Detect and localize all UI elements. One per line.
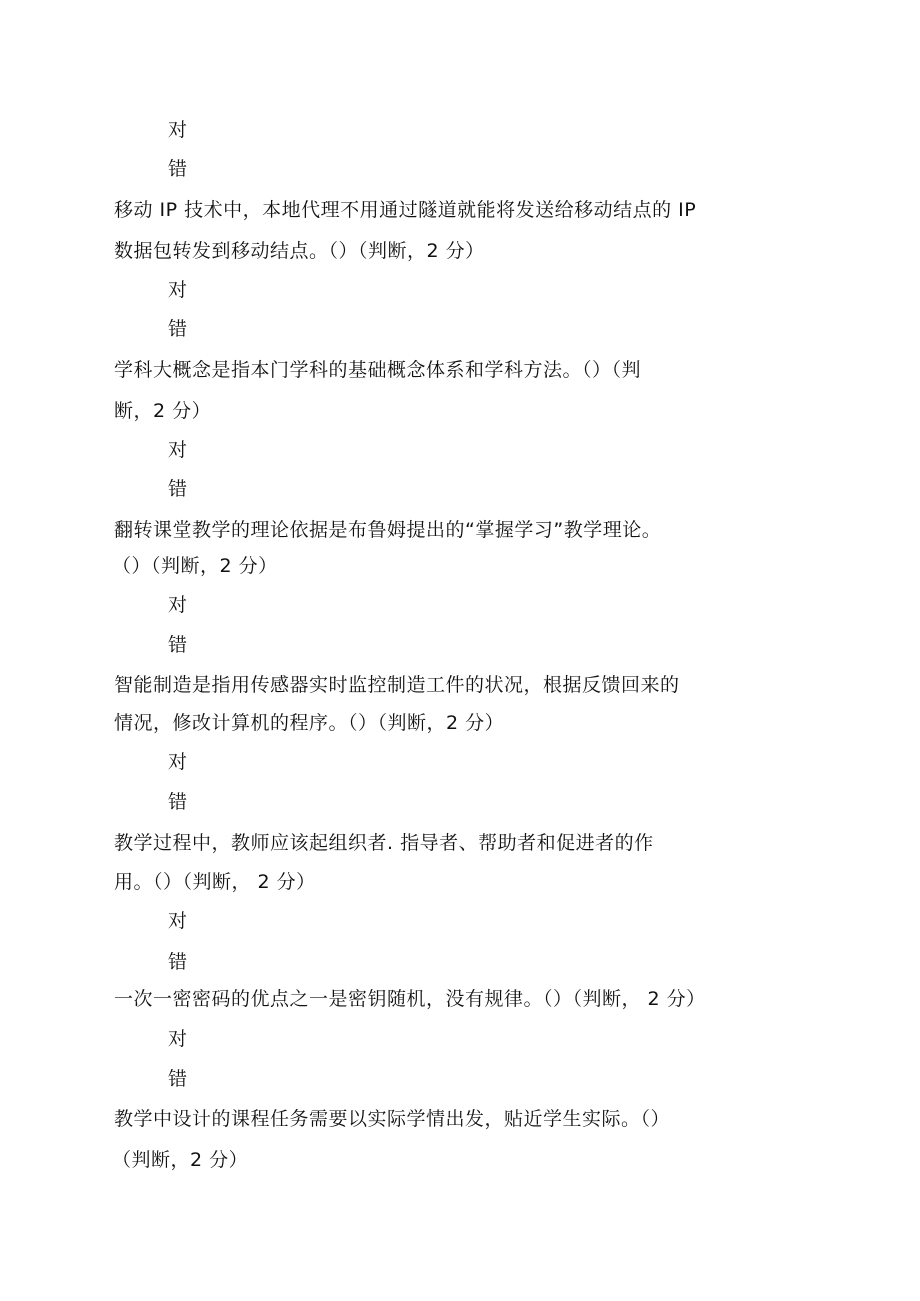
question-1-text-line-1: 移动 IP 技术中，本地代理不用通过隧道就能将发送给移动结点的 IP	[114, 199, 697, 221]
question-1-option-false[interactable]: 错	[168, 318, 188, 340]
question-3-text-line-1: 翻转课堂教学的理论依据是布鲁姆提出的“掌握学习”教学理论。	[114, 519, 662, 541]
option-true[interactable]: 对	[168, 119, 188, 141]
question-2-text-line-1: 学科大概念是指本门学科的基础概念体系和学科方法。（）（判	[114, 359, 642, 381]
question-5-option-true[interactable]: 对	[168, 910, 188, 932]
question-3-text-line-2: （）（判断，2 分）	[112, 555, 278, 577]
question-6-option-false[interactable]: 错	[168, 1068, 188, 1090]
question-4-option-false[interactable]: 错	[168, 791, 188, 813]
question-6-text-line-1: 一次一密密码的优点之一是密钥随机，没有规律。（）（判断， 2 分）	[114, 988, 706, 1010]
question-3-option-true[interactable]: 对	[168, 594, 188, 616]
question-7-text-line-2: （判断，2 分）	[112, 1149, 249, 1171]
option-false[interactable]: 错	[168, 158, 188, 180]
question-3-option-false[interactable]: 错	[168, 634, 188, 656]
question-1-text-line-2: 数据包转发到移动结点。（）（判断，2 分）	[114, 240, 485, 262]
question-2-text-line-2: 断，2 分）	[114, 400, 212, 422]
question-5-option-false[interactable]: 错	[168, 951, 188, 973]
question-4-text-line-2: 情况，修改计算机的程序。（）（判断，2 分）	[114, 712, 505, 734]
question-5-text-line-1: 教学过程中，教师应该起组织者. 指导者、帮助者和促进者的作	[114, 832, 654, 854]
question-4-text-line-1: 智能制造是指用传感器实时监控制造工件的状况，根据反馈回来的	[114, 674, 680, 696]
question-2-option-true[interactable]: 对	[168, 439, 188, 461]
question-2-option-false[interactable]: 错	[168, 478, 188, 500]
question-6-option-true[interactable]: 对	[168, 1028, 188, 1050]
question-5-text-line-2: 用。（）（判断， 2 分）	[114, 871, 316, 893]
question-4-option-true[interactable]: 对	[168, 751, 188, 773]
question-1-option-true[interactable]: 对	[168, 279, 188, 301]
question-7-text-line-1: 教学中设计的课程任务需要以实际学情出发，贴近学生实际。（）	[114, 1108, 671, 1130]
